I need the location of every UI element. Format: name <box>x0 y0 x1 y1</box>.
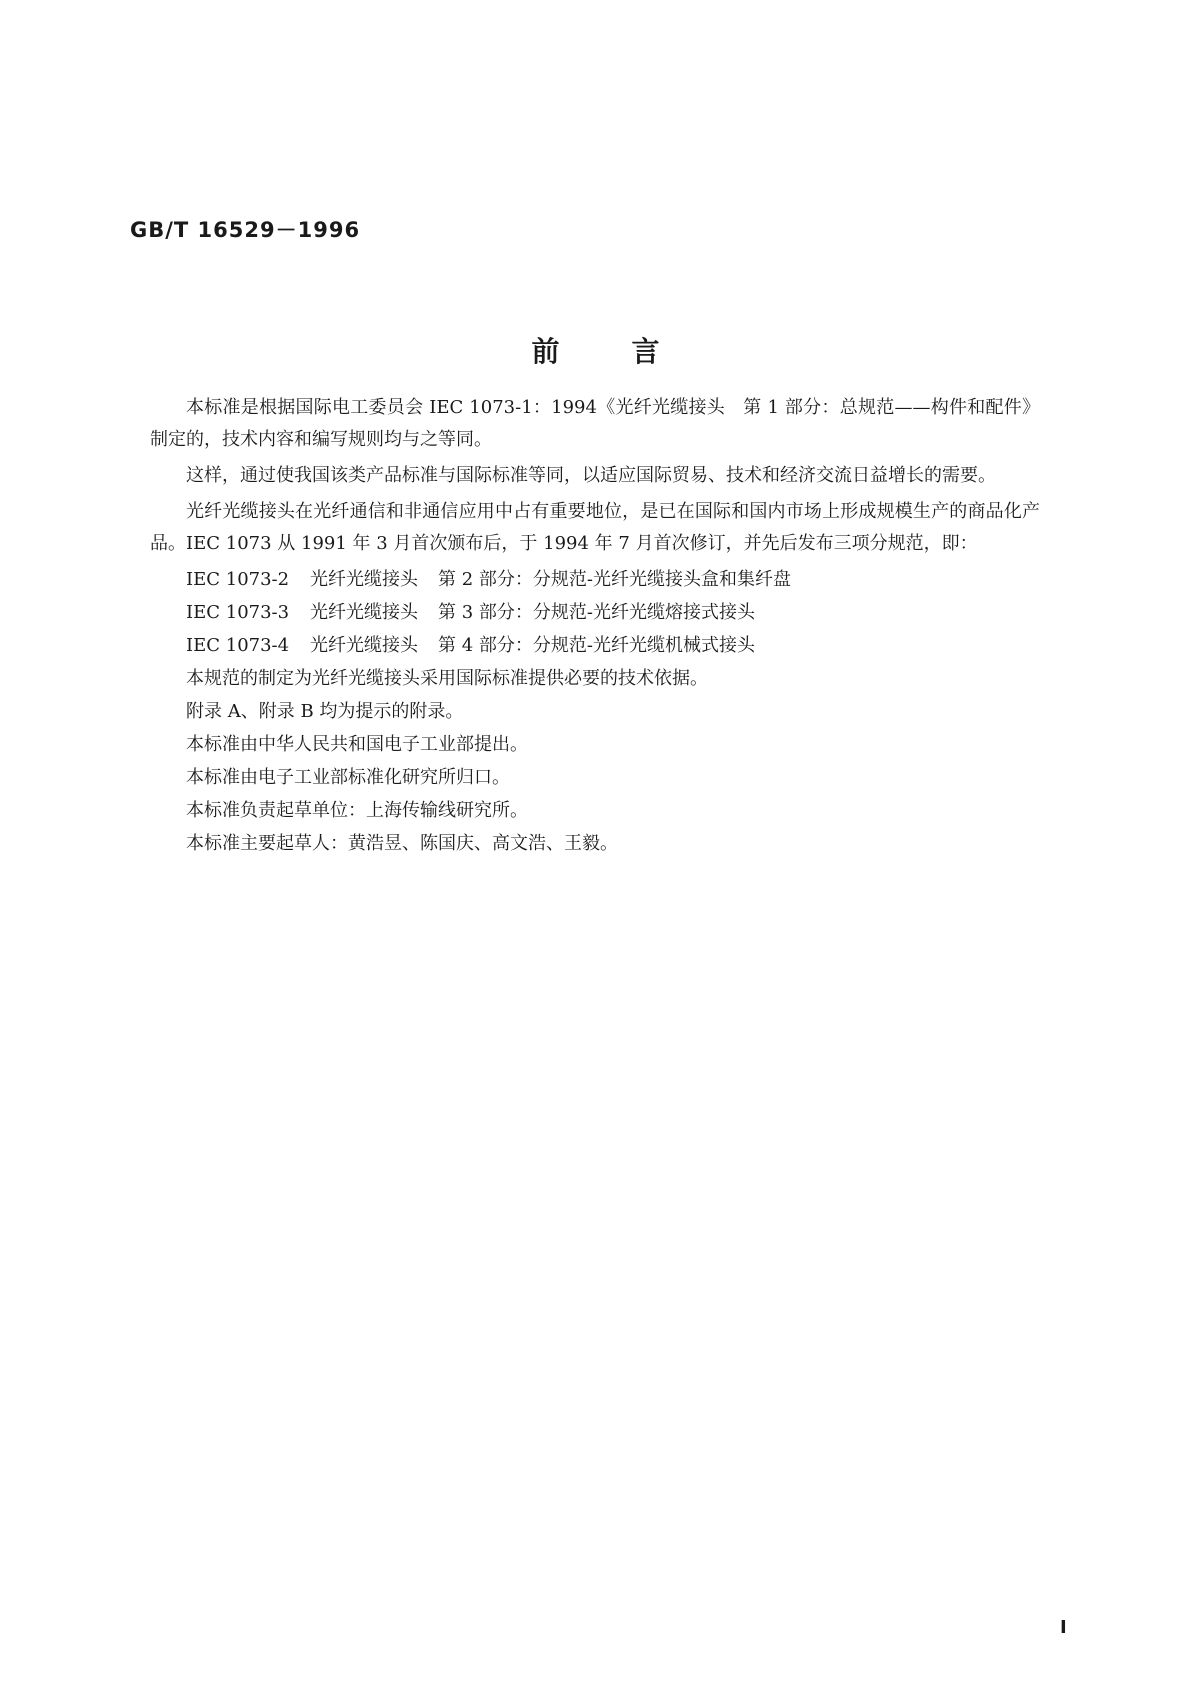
sub-spec-item <box>150 564 1040 597</box>
standard-number: GB/T 16529－1996 <box>130 218 361 242</box>
closing-line: 本标准由中华人民共和国电子工业部提出。 <box>186 734 528 755</box>
sub-spec-item <box>150 597 1040 630</box>
sub-spec-code: IEC 1073-4 <box>186 635 290 656</box>
closing-line: 附录 A、附录 B 均为提示的附录。 <box>186 701 464 722</box>
sub-spec-name: 光纤光缆接头 <box>310 569 418 590</box>
sub-spec-desc: 第 3 部分：分规范-光纤光缆熔接式接头 <box>438 602 755 623</box>
sub-spec-code: IEC 1073-3 <box>186 602 290 623</box>
page-title: 前言 <box>531 335 732 368</box>
closing-line: 本标准主要起草人：黄浩昱、陈国庆、高文浩、王毅。 <box>186 833 618 854</box>
paragraph: 这样，通过使我国该类产品标准与国际标准等同，以适应国际贸易、技术和经济交流日益增长的需要。 <box>186 465 996 486</box>
sub-spec-desc: 第 4 部分：分规范-光纤光缆机械式接头 <box>438 635 755 656</box>
sub-spec-code: IEC 1073-2 <box>186 569 290 590</box>
sub-spec-item <box>150 630 1040 663</box>
sub-spec-desc: 第 2 部分：分规范-光纤光缆接头盒和集纤盘 <box>438 569 791 590</box>
paragraph: 本标准是根据国际电工委员会 IEC 1073-1：1994《光纤光缆接头 第 1 部分：总规范——构件和配件》制定的，技术内容和编写规则均与之等同。 <box>150 397 1040 450</box>
sub-spec-name: 光纤光缆接头 <box>310 635 418 656</box>
paragraph: 光纤光缆接头在光纤通信和非通信应用中占有重要地位，是已在国际和国内市场上形成规模生产的商品化产品。IEC 1073 从 1991 年 3 月首次颁布后，于 1994 年 7 月首次修订，并先后发布三项分规范，即： <box>150 501 1040 554</box>
sub-spec-name: 光纤光缆接头 <box>310 602 418 623</box>
closing-line: 本标准由电子工业部标准化研究所归口。 <box>186 767 510 788</box>
page-number: I <box>1060 1617 1067 1638</box>
closing-line: 本标准负责起草单位：上海传输线研究所。 <box>186 800 528 821</box>
preface-body <box>150 392 1040 861</box>
closing-line: 本规范的制定为光纤光缆接头采用国际标准提供必要的技术依据。 <box>186 668 708 689</box>
